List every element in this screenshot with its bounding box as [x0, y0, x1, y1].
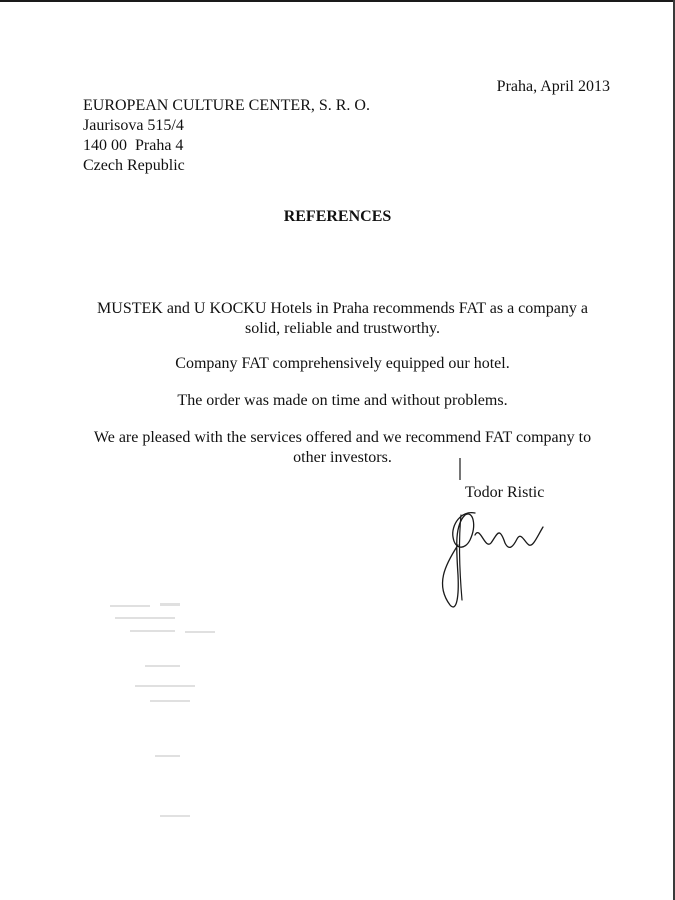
paragraph: The order was made on time and without problems. [177, 392, 508, 409]
document-title: REFERENCES [283, 208, 392, 225]
address-line: EUROPEAN CULTURE CENTER, S. R. O. [83, 97, 370, 114]
paragraph: Company FAT comprehensively equipped our hotel. [175, 355, 510, 372]
place-date: Praha, April 2013 [496, 78, 610, 95]
scan-edge-top [0, 0, 675, 2]
paragraph: MUSTEK and U KOCKU Hotels in Praha recommends FAT as a company a solid, reliable and trustworthy. [97, 300, 588, 337]
address-line: 140 00 Praha 4 [83, 137, 184, 154]
recipient-address [83, 96, 370, 176]
scan-noise [105, 595, 235, 825]
paragraph: We are pleased with the services offered and we recommend FAT company to other investors. [93, 429, 592, 466]
handwritten-signature [425, 455, 565, 615]
address-line: Jaurisova 515/4 [83, 117, 184, 134]
address-line: Czech Republic [83, 157, 185, 174]
signer-name: Todor Ristic [465, 484, 545, 501]
